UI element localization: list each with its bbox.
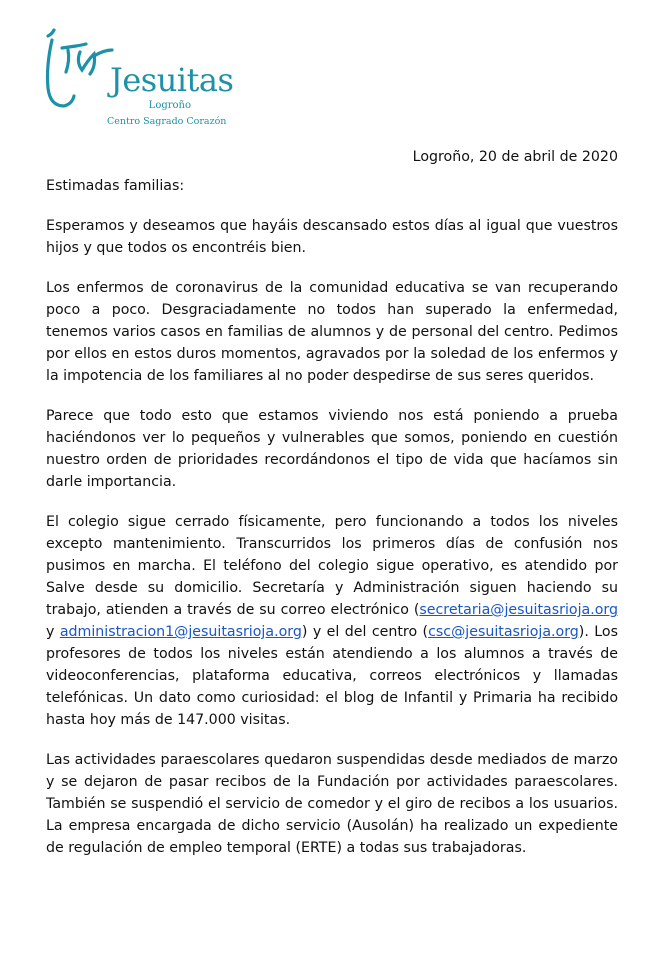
school-status-text-4: ). Los profesores de todos los niveles están atendiendo a los alumnos a través de videoconferencias, plataforma educativa, correos electrónicos y llamadas telefónicas. Un dato como curiosidad: el blog de Infantil y Primaria ha recibido hasta hoy más de 147.000 visitas. [46, 624, 618, 728]
paragraph-reflection: Parece que todo esto que estamos viviendo nos está poniendo a prueba haciéndonos ver lo pequeños y vulnerables que somos, poniendo en cuestión nuestro orden de prioridades recordándonos el tipo de vida que hacíamos sin darle importancia. [46, 408, 618, 490]
paragraph-wishes: Esperamos y deseamos que hayáis descansado estos días al igual que vuestros hijos y que todos os encontréis bien. [46, 218, 618, 256]
letter-date: Logroño, 20 de abril de 2020 [412, 149, 618, 165]
greeting: Estimadas familias: [46, 178, 185, 194]
logo-center-name: Centro Sagrado Corazón [107, 116, 227, 127]
logo-city: Logroño [148, 100, 191, 111]
school-status-text-3: ) y el del centro ( [301, 624, 429, 640]
school-status-text-2: y [46, 624, 60, 640]
administracion-email-link[interactable]: administracion1@jesuitasrioja.org [59, 624, 302, 640]
secretaria-email-link[interactable]: secretaria@jesuitasrioja.org [419, 602, 618, 618]
paragraph-activities: Las actividades paraescolares quedaron suspendidas desde mediados de marzo y se dejaron de pasar recibos de la Fundación por actividades paraescolares. También se suspendió el servicio de comedor y el giro de recibos a los usuarios. La empresa encargada de dicho servicio (Ausolán) ha realizado un expediente de regulación de empleo temporal (ERTE) a todas sus trabajadoras. [46, 752, 618, 856]
paragraph-coronavirus: Los enfermos de coronavirus de la comunidad educativa se van recuperando poco a poco. Desgraciadamente no todos han superado la enfermedad, tenemos varios casos en familias de alumnos y de personal del centro. Pedimos por ellos en estos duros momentos, agravados por la soledad de los enfermos y la impotencia de los familiares al no poder despedirse de sus seres queridos. [46, 280, 618, 384]
jesuitas-logo [42, 26, 234, 127]
letter-body [46, 175, 618, 877]
center-email-link[interactable]: csc@jesuitasrioja.org [428, 624, 579, 640]
logo-wordmark: Jesuitas [110, 61, 234, 99]
school-status-text-1: El colegio sigue cerrado físicamente, pero funcionando a todos los niveles excepto mantenimiento. Transcurridos los primeros días de confusión nos pusimos en marcha. El teléfono del colegio sigue operativo, es atendido por Salve desde su domicilio. Secretaría y Administración siguen haciendo su trabajo, atienden a través de su correo electrónico ( [46, 514, 618, 618]
paragraph-school-status [46, 511, 618, 731]
